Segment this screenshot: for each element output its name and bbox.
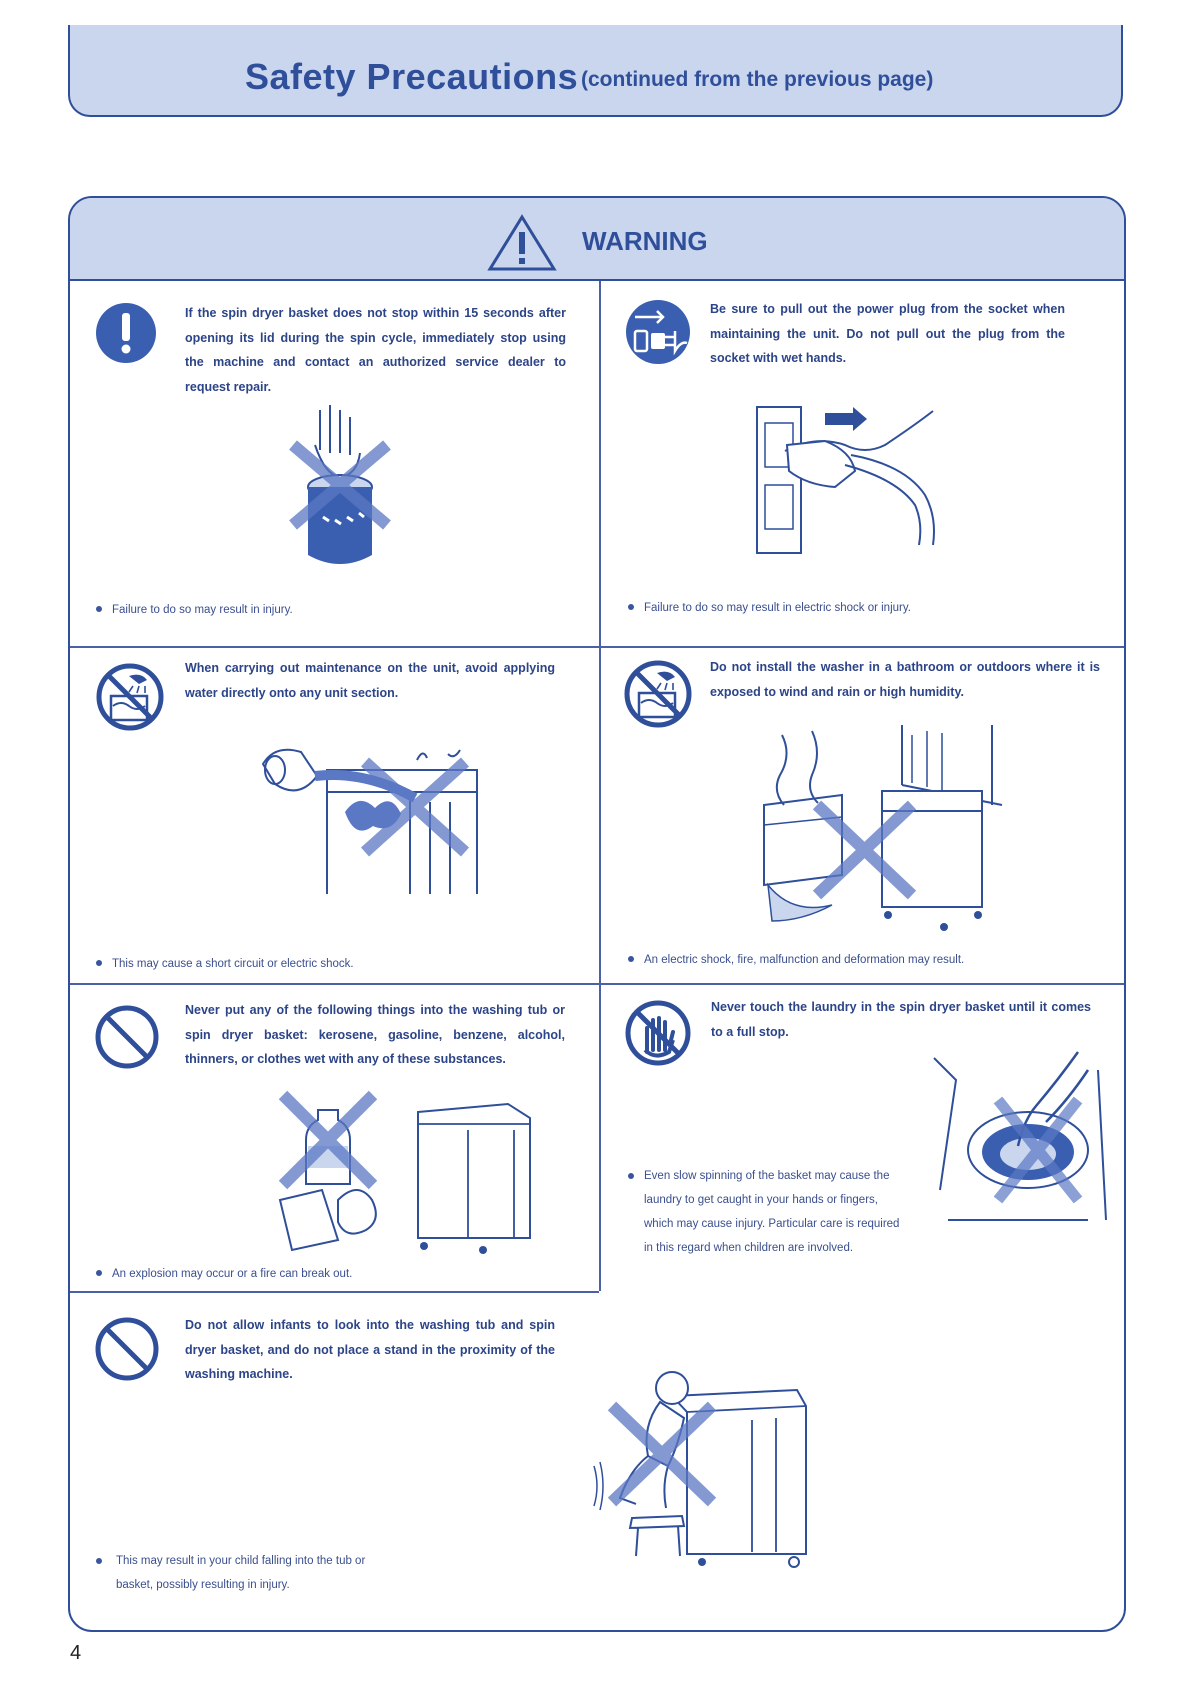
- no-water-illustration: [255, 742, 500, 907]
- no-water-text: When carrying out maintenance on the unit, avoid applying water directly onto any unit section.: [185, 661, 555, 700]
- spin-stop-note: Failure to do so may result in injury.: [96, 598, 536, 622]
- no-bathroom-note: An electric shock, fire, malfunction and deformation may result.: [628, 948, 1098, 972]
- page-title: Safety Precautions: [245, 56, 579, 97]
- bathroom-illustration: [762, 725, 1012, 935]
- prohibited-icon: [95, 1005, 159, 1074]
- divider: [70, 1291, 599, 1293]
- infants-note: This may result in your child falling into the tub or basket, possibly resulting in injury.: [96, 1549, 376, 1597]
- divider: [70, 646, 1124, 648]
- no-touch-note: Even slow spinning of the basket may cause the laundry to get caught in your hands or fingers, which may cause injury. Particular care is required in this regard when children are involved.: [628, 1164, 906, 1260]
- no-touch-text: Never touch the laundry in the spin dryer basket until it comes to a full stop.: [711, 1000, 1091, 1039]
- infants-text: Do not allow infants to look into the washing tub and spin dryer basket, and do not place a stand in the proximity of the washing machine.: [185, 1318, 555, 1381]
- exclamation-icon: [95, 302, 157, 369]
- spin-stop-text: If the spin dryer basket does not stop within 15 seconds after opening its lid during the spin cycle, immediately stop using the machine and contact an authorized service dealer to request repair.: [185, 306, 566, 394]
- spin-basket-hand-illustration: [928, 1050, 1108, 1225]
- divider: [599, 281, 601, 1291]
- warning-title: WARNING: [582, 226, 708, 256]
- power-plug-note: Failure to do so may result in electric shock or injury.: [628, 596, 1088, 620]
- unplug-icon: [625, 299, 691, 370]
- warning-triangle-icon: [487, 214, 557, 277]
- no-solvents-note: An explosion may occur or a fire can break out.: [96, 1262, 536, 1286]
- spin-basket-illustration: [285, 405, 395, 570]
- solvents-illustration: [278, 1090, 538, 1255]
- no-bathroom-text: Do not install the washer in a bathroom or outdoors where it is exposed to wind and rain or high humidity.: [710, 660, 1100, 699]
- prohibited-icon: [95, 1317, 159, 1386]
- page-number: 4: [70, 1642, 82, 1664]
- no-touch-icon: [625, 1000, 691, 1071]
- no-water-note: This may cause a short circuit or electric shock.: [96, 952, 536, 976]
- infant-illustration: [592, 1366, 817, 1576]
- no-solvents-text: Never put any of the following things into the washing tub or spin dryer basket: kerosene, gasoline, benzene, alcohol, thinners, or clothes wet with any of these substances.: [185, 1003, 565, 1066]
- divider: [70, 983, 1124, 985]
- power-plug-illustration: [755, 405, 965, 555]
- power-plug-text: Be sure to pull out the power plug from the socket when maintaining the unit. Do not pull out the plug from the socket with wet hands.: [710, 302, 1065, 365]
- no-water-icon: [95, 662, 165, 737]
- page-subtitle: (continued from the previous page): [581, 68, 934, 91]
- no-water-icon: [623, 659, 693, 734]
